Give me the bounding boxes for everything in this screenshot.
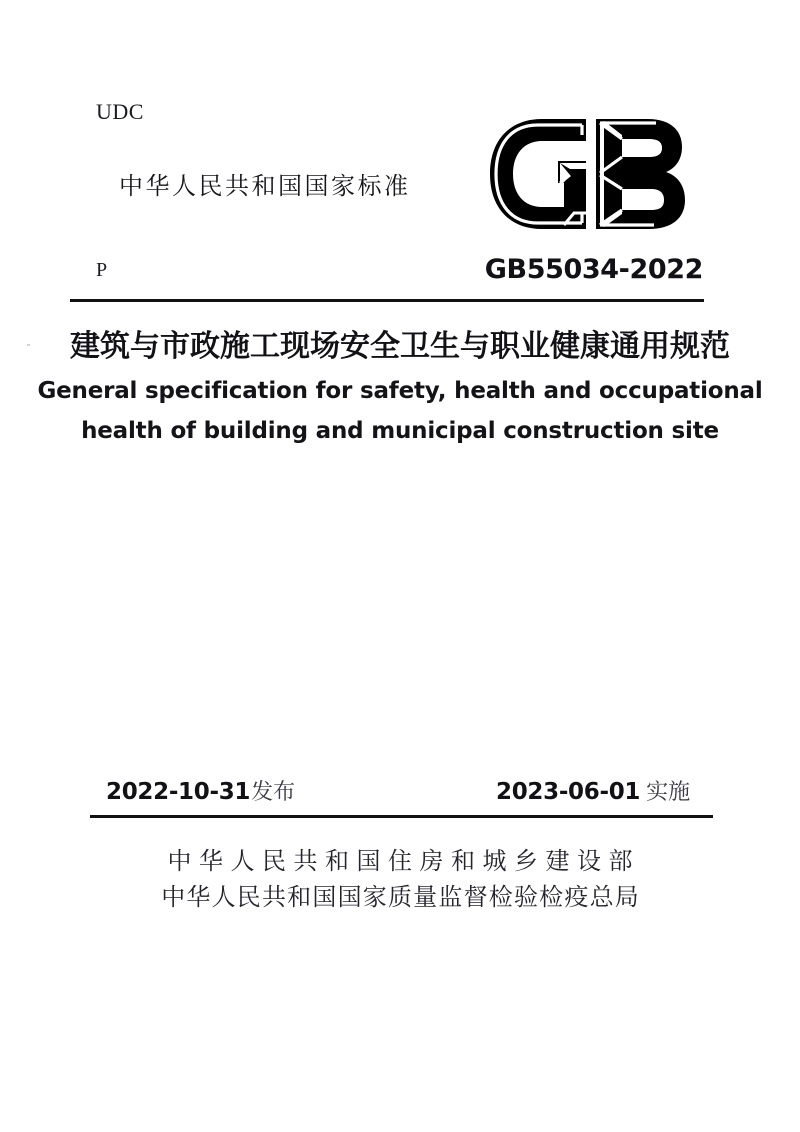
scan-artifact-speck	[27, 344, 30, 346]
standard-number: GB55034-2022	[484, 254, 703, 285]
category-mark-p: P	[96, 259, 108, 281]
title-english-line-1: General specification for safety, health and occupational	[37, 378, 763, 404]
issuer-line-2: 中华人民共和国国家质量监督检验检疫总局	[161, 883, 640, 911]
title-english-line-2: health of building and municipal construction site	[81, 418, 719, 444]
issue-date-label: 发布	[251, 780, 296, 805]
issuer-line-1: 中华人民共和国住房和城乡建设部	[167, 847, 640, 875]
footer-divider-rule	[90, 815, 713, 818]
issue-date-value: 2022-10-31	[106, 779, 251, 805]
effective-date-value: 2023-06-01	[496, 779, 641, 805]
header-divider-rule	[70, 299, 704, 302]
national-standard-heading: 中华人民共和国国家标准	[119, 172, 411, 200]
date-row	[0, 781, 800, 811]
effective-date-label: 实施	[646, 780, 691, 805]
udc-label: UDC	[96, 99, 144, 124]
issue-date-group	[106, 781, 295, 804]
effective-date-group	[496, 781, 690, 804]
gb-emblem-icon	[486, 117, 692, 231]
title-chinese: 建筑与市政施工现场安全卫生与职业健康通用规范	[70, 329, 730, 364]
